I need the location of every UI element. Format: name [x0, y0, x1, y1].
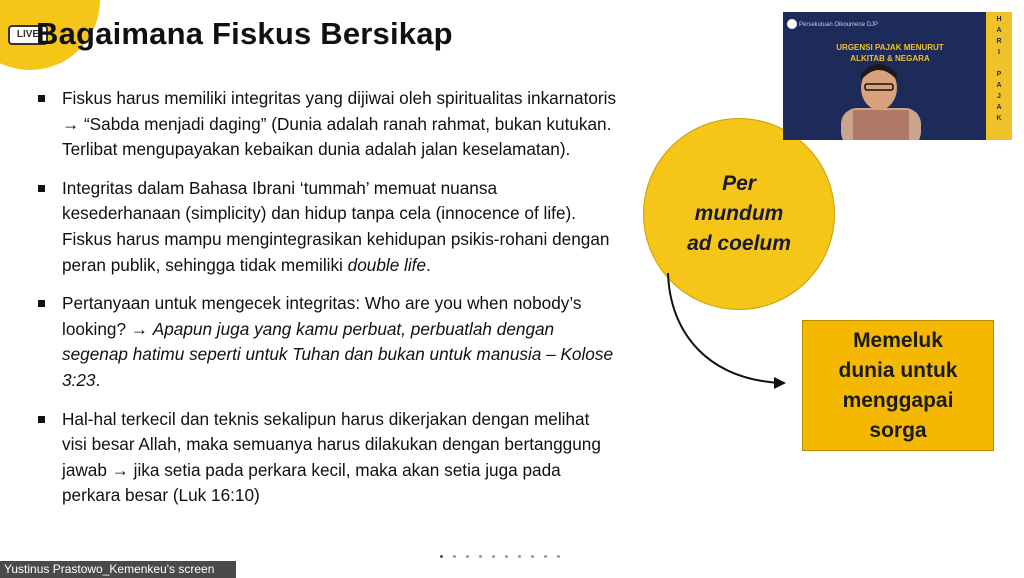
page-dot[interactable] — [531, 555, 534, 558]
box-line: dunia untuk — [838, 358, 958, 382]
org-logo-icon — [787, 19, 797, 29]
bullet-text: . — [95, 369, 101, 390]
memeluk-dunia-box — [802, 320, 994, 451]
curved-arrow-icon — [650, 265, 800, 395]
box-line: menggapai — [842, 388, 954, 412]
banner-letter: P — [996, 71, 1002, 78]
bullet-text: Integritas dalam Bahasa Ibrani ‘tummah’ memuat nuansa kesederhanaan (simplicity) dan hidup tanpa cela (innocence of life). Fiskus harus mampu mengintegrasikan kehidupan psikis-rohani dengan peran publik, sehingga tidak memiliki — [62, 177, 610, 275]
box-line: Memeluk — [853, 328, 943, 352]
page-dot[interactable] — [518, 555, 521, 558]
page-dot[interactable] — [505, 555, 508, 558]
slide-title: Bagaimana Fiskus Bersikap — [36, 16, 453, 51]
bullet-text: Pertanyaan untuk mengecek integritas: Who are you when nobody’s looking? → — [62, 293, 582, 339]
bullet-item — [38, 291, 618, 393]
bullet-list — [38, 86, 618, 522]
screen-share-label: Yustinus Prastowo_Kemenkeu's screen — [0, 561, 236, 578]
video-headline-line: ALKITAB & NEGARA — [850, 54, 930, 63]
bullet-item — [38, 407, 618, 509]
page-dot[interactable] — [557, 555, 560, 558]
hari-pajak-banner — [986, 12, 1012, 140]
banner-letter: H — [996, 16, 1002, 23]
circle-line: mundum — [694, 202, 784, 225]
circle-line: ad coelum — [687, 232, 791, 255]
banner-letter: A — [996, 104, 1002, 111]
bullet-text: Hal-hal terkecil dan teknis sekalipun harus dikerjakan dengan melihat visi besar Allah, maka semuanya harus dilakukan dengan bertanggung jawab → jika setia pada perkara kecil, maka akan setia juga pada perkara besar (Luk 16:10) — [62, 408, 601, 506]
page-dot[interactable] — [453, 555, 456, 558]
banner-letter: A — [996, 27, 1002, 34]
speaker-video-tile[interactable] — [783, 12, 1012, 140]
page-dot[interactable] — [492, 555, 495, 558]
page-dot[interactable] — [479, 555, 482, 558]
banner-letter: R — [996, 38, 1002, 45]
bullet-mark-icon — [38, 300, 45, 307]
bullet-text: double life — [347, 254, 427, 275]
banner-letter: J — [997, 93, 1001, 100]
live-badge: LIVE — [8, 25, 48, 45]
banner-letter: A — [996, 82, 1002, 89]
bullet-text: . — [426, 254, 431, 275]
page-dot[interactable] — [466, 555, 469, 558]
box-line: sorga — [869, 418, 927, 442]
circle-line: Per — [722, 172, 756, 195]
speaker-person-icon — [823, 52, 933, 140]
banner-letter: I — [998, 49, 1000, 56]
video-headline-line: URGENSI PAJAK MENURUT — [836, 43, 944, 52]
bullet-mark-icon — [38, 185, 45, 192]
bullet-item — [38, 176, 618, 278]
page-indicator — [440, 555, 560, 558]
video-org-text: Persekutuan Oikoumene DJP — [799, 22, 879, 28]
page-dot[interactable] — [440, 555, 443, 558]
page-dot[interactable] — [544, 555, 547, 558]
bullet-mark-icon — [38, 416, 45, 423]
bullet-text: Fiskus harus memiliki integritas yang dijiwai oleh spiritualitas inkarnatoris → “Sabda menjadi daging” (Dunia adalah ranah rahmat, bukan kutukan. Terlibat mengupayakan kebaikan dunia adalah jalan keselamatan). — [62, 88, 617, 160]
bullet-mark-icon — [38, 95, 45, 102]
bullet-text: Apapun juga yang kamu perbuat, perbuatlah dengan segenap hatimu seperti untuk Tuhan dan bukan untuk manusia – Kolose 3:23 — [62, 318, 614, 390]
bullet-item — [38, 86, 618, 163]
banner-letter: K — [996, 115, 1002, 122]
